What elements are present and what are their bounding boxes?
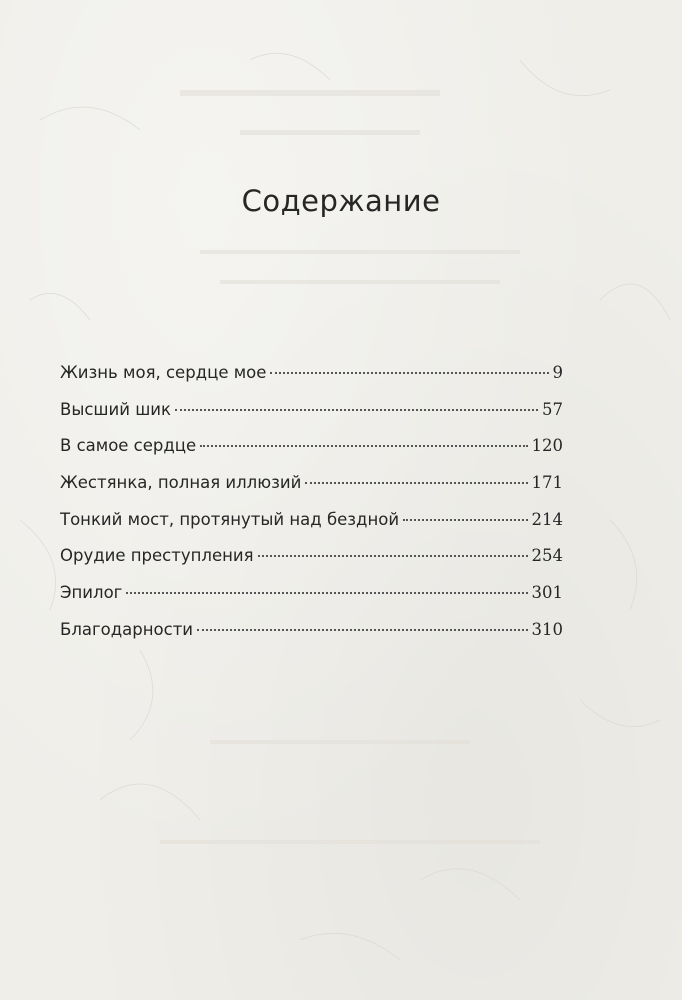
toc-entry-page: 9 [552, 363, 563, 382]
toc-entry-label: Жестянка, полная иллюзий [60, 473, 302, 493]
toc-entry-label: Жизнь моя, сердце мое [60, 363, 267, 382]
toc-entry-page: 254 [531, 546, 563, 566]
toc-entry [60, 510, 563, 547]
toc-entry-page: 120 [531, 436, 563, 456]
dot-leader [200, 445, 527, 447]
toc-entry-page: 310 [531, 619, 563, 639]
toc-entry [60, 583, 563, 620]
toc-entry [60, 363, 563, 400]
toc-entry-page: 301 [531, 583, 563, 603]
toc-entry-label: Благодарности [60, 619, 194, 639]
toc-entry-label: В самое сердце [60, 436, 197, 456]
toc-entry-page: 57 [542, 399, 563, 419]
table-of-contents [60, 363, 563, 657]
toc-entry-label: Эпилог [60, 583, 123, 603]
toc-entry [60, 473, 563, 510]
toc-entry-page: 171 [531, 473, 563, 493]
toc-entry [60, 546, 563, 583]
dot-leader [175, 409, 538, 411]
toc-entry-page: 214 [531, 509, 563, 529]
dot-leader [258, 555, 528, 557]
dot-leader [197, 629, 527, 631]
page-title: Содержание [241, 184, 441, 218]
dot-leader [305, 482, 527, 484]
dot-leader [126, 592, 527, 594]
dot-leader [403, 519, 527, 521]
toc-entry-label: Высший шик [60, 399, 171, 419]
toc-entry-label: Тонкий мост, протянутый над бездной [60, 509, 400, 529]
toc-entry [60, 620, 563, 657]
toc-entry-label: Орудие преступления [60, 546, 254, 566]
dot-leader [270, 372, 548, 374]
toc-entry [60, 436, 563, 473]
toc-entry [60, 400, 563, 437]
